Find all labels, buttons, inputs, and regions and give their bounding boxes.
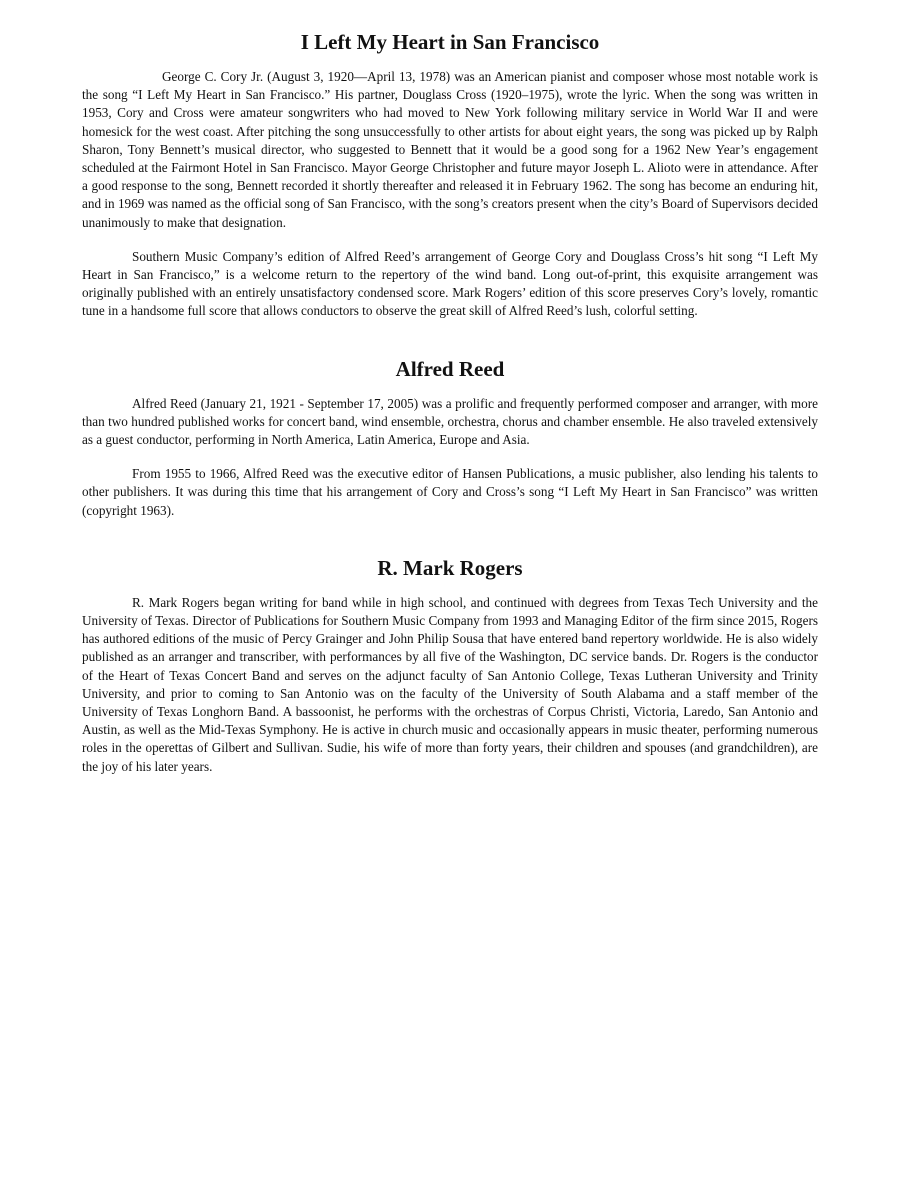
section-mark-rogers: [82, 554, 818, 776]
paragraph-southern-music-edition: Southern Music Company’s edition of Alfred Reed’s arrangement of George Cory and Douglass Cross’s hit song “I Left My Heart in San Francisco,” is a welcome return to the repertory of the wind band. Long out-of-print, this exquisite arrangement was originally published with an entirely unsatisfactory condensed score. Mark Rogers’ edition of this score preserves Cory’s lovely, romantic tune in a handsome full score that allows conductors to observe the great skill of Alfred Reed’s lush, colorful setting.: [82, 248, 818, 319]
section-i-left-my-heart: [82, 28, 818, 321]
paragraph-cory-bio: George C. Cory Jr. (August 3, 1920—April 13, 1978) was an American pianist and composer whose most notable work is the song “I Left My Heart in San Francisco.” His partner, Douglass Cross (1920–1975), wrote the lyric. When the song was written in 1953, Cory and Cross were amateur songwriters who had moved to New York following military service in World War II and were homesick for the west coast. After pitching the song unsuccessfully to other artists for about eight years, the song was picked up by Ralph Sharon, Tony Bennett’s musical director, who suggested to Bennett that it would be a good song for a 1962 New Year’s engagement scheduled at the Fairmont Hotel in San Francisco. Mayor George Christopher and future mayor Joseph L. Alioto were in attendance. After a good response to the song, Bennett recorded it shortly thereafter and released it in February 1962. The song has become an enduring hit, and in 1969 was named as the official song of San Francisco, with the song’s creators present when the city’s Board of Supervisors decided unanimously to make that designation.: [82, 69, 818, 230]
paragraph-reed-bio: Alfred Reed (January 21, 1921 - September 17, 2005) was a prolific and frequently performed composer and arranger, with more than two hundred published works for concert band, wind ensemble, orchestra, chorus and chamber ensemble. He also traveled extensively as a guest conductor, performing in North America, Latin America, Europe and Asia.: [82, 395, 818, 448]
section-title-alfred-reed: Alfred Reed: [395, 356, 505, 381]
section-title-song: I Left My Heart in San Francisco: [300, 30, 600, 54]
paragraph-reed-hansen: From 1955 to 1966, Alfred Reed was the executive editor of Hansen Publications, a music publisher, also lending his talents to other publishers. It was during this time that his arrangement of Cory and Cross’s song “I Left My Heart in San Francisco” was written (copyright 1963).: [82, 466, 818, 518]
section-alfred-reed: [82, 355, 818, 520]
section-title-mark-rogers: R. Mark Rogers: [377, 555, 523, 580]
paragraph-rogers-bio: R. Mark Rogers began writing for band while in high school, and continued with degrees from Texas Tech University and the University of Texas. Director of Publications for Southern Music Company from 1993 and Managing Editor of the firm since 2015, Rogers has authored editions of the music of Percy Grainger and John Philip Sousa that have entered band repertory worldwide. He is also widely published as an arranger and transcriber, with performances by all five of the Washington, DC service bands. Dr. Rogers is the conductor of the Heart of Texas Concert Band and serves on the adjunct faculty of San Antonio College, Texas Lutheran University and Trinity University, and prior to coming to San Antonio was on the faculty of the University of South Alabama and a staff member of the University of Texas Longhorn Band. A bassoonist, he performs with the orchestras of Corpus Christi, Victoria, Laredo, San Antonio and Austin, as well as the Mid-Texas Symphony. He is active in church music and occasionally appears in music theater, performing numerous roles in the operettas of Gilbert and Sullivan. Sudie, his wife of more than forty years, their children and spouses (and grandchildren), are the joy of his later years.: [82, 594, 818, 774]
